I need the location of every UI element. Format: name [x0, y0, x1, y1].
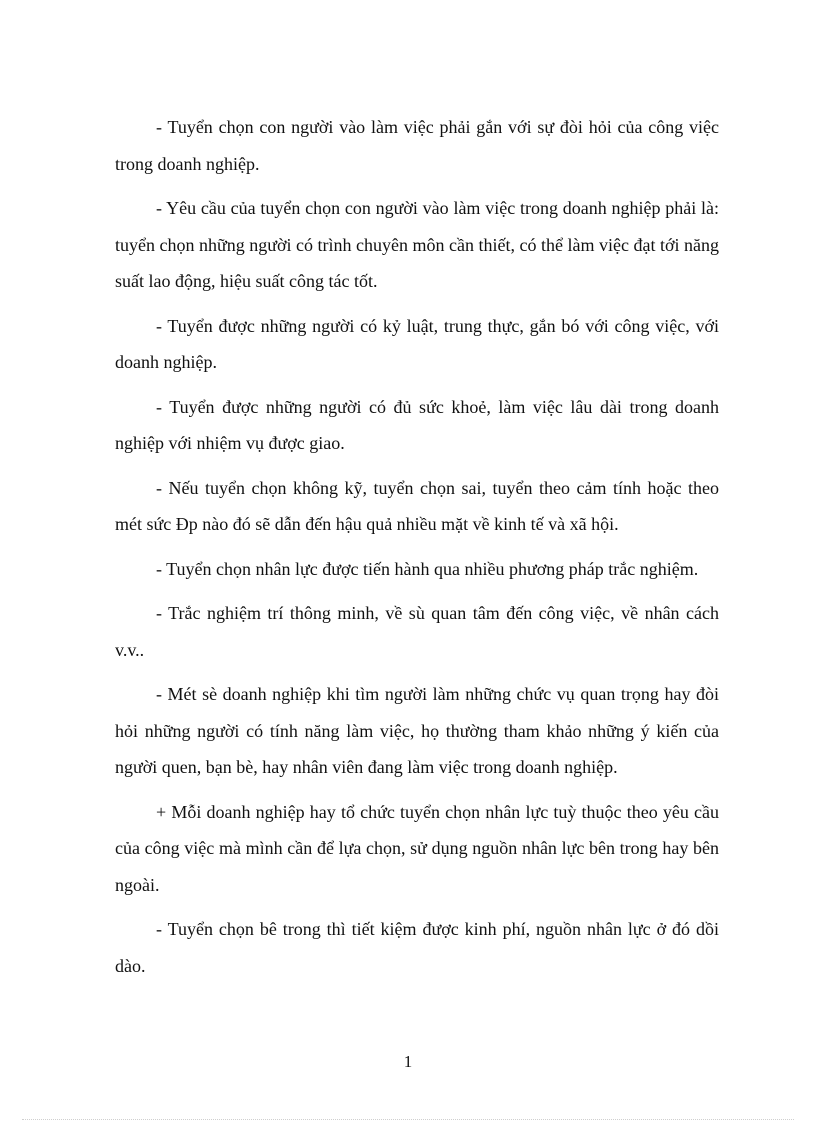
- page-number: 1: [403, 1052, 413, 1071]
- paragraph-2: - Yêu cầu của tuyển chọn con người vào làm việc trong doanh nghiệp phải là: tuyển chọn những người có trình chuyên môn cần thiết, có thể làm việc đạt tới năng suất lao động, hiệu suất công tác tốt.: [115, 198, 719, 291]
- paragraph-5: - Nếu tuyển chọn không kỹ, tuyển chọn sai, tuyển theo cảm tính hoặc theo mét sức Đp nào đó sẽ dẫn đến hậu quả nhiều mặt về kinh tế và xã hội.: [115, 477, 719, 534]
- paragraph-10: - Tuyển chọn bê trong thì tiết kiệm được kinh phí, nguồn nhân lực ở đó dồi dào.: [115, 919, 719, 976]
- paragraph-3: - Tuyển được những người có kỷ luật, trung thực, gắn bó với công việc, với doanh nghiệp.: [115, 315, 719, 372]
- page-bottom-divider: [22, 1119, 794, 1120]
- body-text: [115, 109, 719, 984]
- paragraph-6: - Tuyển chọn nhân lực được tiến hành qua nhiều phương pháp trắc nghiệm.: [156, 558, 699, 579]
- paragraph-7: - Trắc nghiệm trí thông minh, về sù quan tâm đến công việc, về nhân cách v.v..: [115, 603, 719, 660]
- paragraph-1: - Tuyển chọn con người vào làm việc phải gắn với sự đòi hỏi của công việc trong doanh nghiệp.: [115, 117, 719, 174]
- paragraph-9: + Mỗi doanh nghiệp hay tổ chức tuyển chọn nhân lực tuỳ thuộc theo yêu cầu của công việc mà mình cần để lựa chọn, sử dụng nguồn nhân lực bên trong hay bên ngoài.: [115, 801, 719, 895]
- paragraph-8: - Mét sè doanh nghiệp khi tìm người làm những chức vụ quan trọng hay đòi hỏi những người có tính năng làm việc, họ thường tham khảo những ý kiến của người quen, bạn bè, hay nhân viên đang làm việc trong doanh nghiệp.: [115, 684, 719, 777]
- paragraph-4: - Tuyển được những người có đủ sức khoẻ, làm việc lâu dài trong doanh nghiệp với nhiệm vụ được giao.: [115, 396, 719, 453]
